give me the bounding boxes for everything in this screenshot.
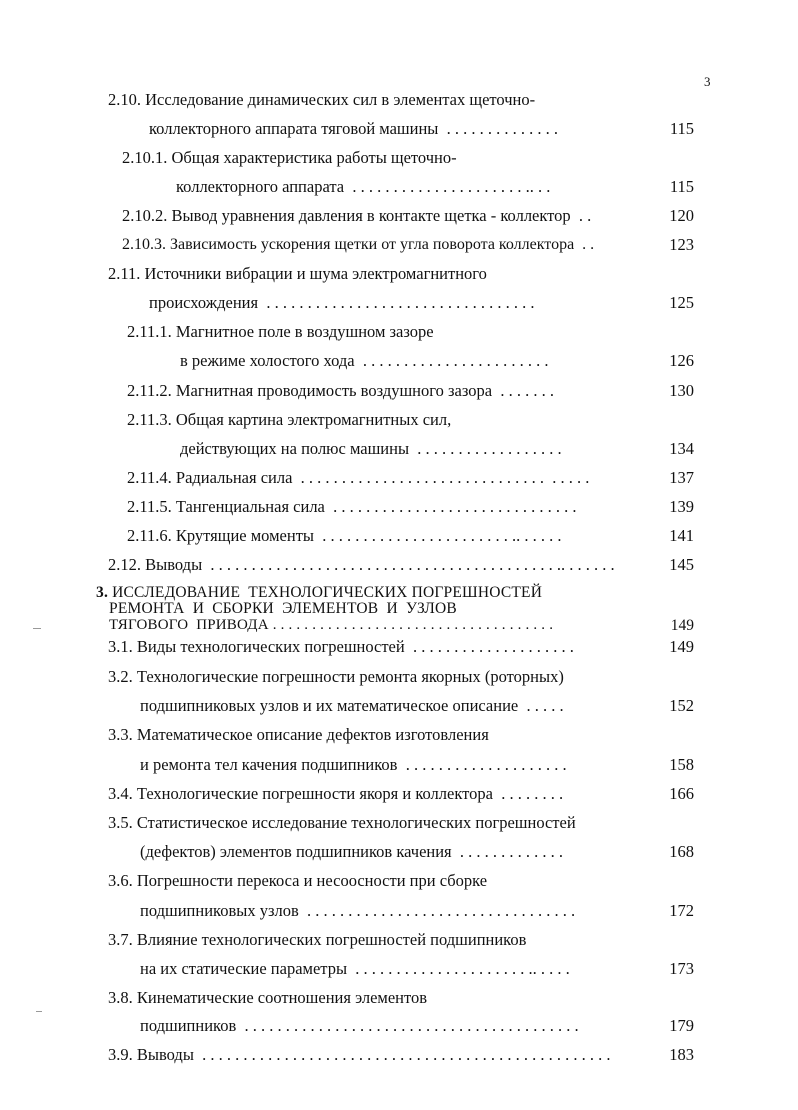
toc-entry-text: 2.11.1. Магнитное поле в воздушном зазоре	[127, 322, 434, 341]
toc-entry-text: 3.3. Математическое описание дефектов изготовления	[108, 725, 489, 744]
toc-page-number: 134	[669, 439, 694, 458]
toc-entry-text: подшипниковых узлов . . . . . . . . . . . . . . . . . . . . . . . . . . . . . . . . .	[140, 901, 576, 920]
toc-page-number: 149	[669, 637, 694, 656]
toc-entry-2-10-line1	[108, 89, 535, 111]
toc-entry-text: коллекторного аппарата . . . . . . . . . . . . . . . . . . . . . .. . .	[176, 177, 551, 196]
scan-speck	[36, 1011, 42, 1012]
toc-entry-2-10-2	[122, 205, 591, 227]
toc-page-number: 125	[669, 293, 694, 312]
toc-page-number: 173	[669, 959, 694, 978]
toc-entry-text: коллекторного аппарата тяговой машины . . . . . . . . . . . . . .	[149, 119, 559, 138]
chapter-title-text: ИССЛЕДОВАНИЕ ТЕХНОЛОГИЧЕСКИХ ПОГРЕШНОСТЕЙ	[108, 584, 543, 601]
toc-entry-3-7-line2	[140, 958, 570, 980]
toc-entry-2-11-4	[127, 467, 589, 489]
chapter-number: 3.	[96, 584, 109, 601]
toc-page-number: 166	[669, 784, 694, 803]
toc-entry-text: 3.9. Выводы . . . . . . . . . . . . . . . . . . . . . . . . . . . . . . . . . . . . . . . . . . . . . . . . . .	[108, 1045, 611, 1064]
toc-page-number: 149	[670, 617, 694, 634]
toc-page-number: 120	[669, 206, 694, 225]
toc-entry-text: 2.11.4. Радиальная сила . . . . . . . . . . . . . . . . . . . . . . . . . . . . . . . . . . .	[127, 468, 590, 487]
toc-entry-text: 2.10.3. Зависимость ускорения щетки от угла поворота коллектора . .	[122, 236, 595, 253]
toc-page-number: 139	[669, 497, 694, 516]
toc-entry-2-10-3	[122, 234, 594, 256]
page-number: 3	[704, 74, 711, 89]
toc-entry-3-9	[108, 1044, 611, 1066]
toc-entry-2-11-line2	[149, 292, 534, 314]
toc-entry-3-1	[108, 636, 574, 658]
toc-entry-text: 2.11. Источники вибрации и шума электромагнитного	[108, 264, 487, 283]
toc-page-number: 141	[669, 526, 694, 545]
toc-page-number: 137	[669, 468, 694, 487]
toc-entry-text: 2.11.2. Магнитная проводимость воздушного зазора . . . . . . .	[127, 381, 554, 400]
toc-entry-text: 2.10.2. Вывод уравнения давления в контакте щетка - коллектор . .	[122, 206, 592, 225]
toc-entry-2-11-line1	[108, 263, 487, 285]
toc-entry-2-11-5	[127, 496, 577, 518]
toc-entry-3-7-line1	[108, 929, 526, 951]
toc-page-number: 130	[669, 381, 694, 400]
toc-page-number: 145	[669, 555, 694, 574]
toc-entry-text: и ремонта тел качения подшипников . . . . . . . . . . . . . . . . . . . .	[140, 755, 567, 774]
toc-entry-3-8-line1	[108, 987, 427, 1009]
toc-entry-text: подшипников . . . . . . . . . . . . . . . . . . . . . . . . . . . . . . . . . . . . . . . . .	[140, 1016, 579, 1035]
toc-entry-text: 3.2. Технологические погрешности ремонта якорных (роторных)	[108, 667, 564, 686]
toc-entry-text: 2.11.5. Тангенциальная сила . . . . . . . . . . . . . . . . . . . . . . . . . . . . . .	[127, 497, 577, 516]
toc-entry-text: действующих на полюс машины . . . . . . . . . . . . . . . . . .	[180, 439, 562, 458]
toc-entry-text: подшипниковых узлов и их математическое описание . . . . .	[140, 696, 564, 715]
toc-entry-2-11-6	[127, 525, 562, 547]
toc-page-number: 183	[669, 1045, 694, 1064]
toc-page-number: 126	[669, 351, 694, 370]
toc-entry-3-3-line1	[108, 724, 489, 746]
toc-entry-2-11-1-line2	[180, 350, 548, 372]
toc-entry-2-10-line2	[149, 118, 558, 140]
toc-entry-2-10-1-line2	[176, 176, 550, 198]
toc-entry-3-5-line1	[108, 812, 576, 834]
toc-entry-text: 3.8. Кинематические соотношения элементов	[108, 988, 428, 1007]
toc-entry-2-11-3-line2	[180, 438, 562, 460]
toc-entry-2-12	[108, 554, 615, 576]
toc-page-number: 179	[669, 1016, 694, 1035]
toc-entry-text: 3.7. Влияние технологических погрешностей подшипников	[108, 930, 527, 949]
chapter-title-line1	[96, 585, 542, 601]
toc-entry-3-8-line2	[140, 1015, 579, 1037]
toc-entry-3-4	[108, 783, 563, 805]
toc-entry-text: 3.5. Статистическое исследование технологических погрешностей	[108, 813, 576, 832]
scan-speck	[33, 628, 41, 629]
toc-page-number: 115	[669, 119, 694, 138]
toc-entry-3-6-line1	[108, 870, 487, 892]
toc-entry-3-2-line1	[108, 666, 564, 688]
toc-page-number: 172	[669, 901, 694, 920]
toc-entry-text: 2.12. Выводы . . . . . . . . . . . . . . . . . . . . . . . . . . . . . . . . . . . . . . . . . . .. . . . . . .	[108, 555, 615, 574]
toc-entry-text: на их статические параметры . . . . . . . . . . . . . . . . . . . . . .. . . . .	[140, 959, 570, 978]
toc-entry-text: 2.10. Исследование динамических сил в элементах щеточно-	[108, 90, 536, 109]
toc-entry-3-6-line2	[140, 900, 575, 922]
toc-entry-text: в режиме холостого хода . . . . . . . . . . . . . . . . . . . . . . .	[180, 351, 549, 370]
chapter-title-line3: ТЯГОВОГО ПРИВОДА . . . . . . . . . . . . . . . . . . . . . . . . . . . . . . . . . . . .	[109, 617, 554, 633]
toc-entry-text: 2.11.3. Общая картина электромагнитных сил,	[127, 410, 452, 429]
toc-entry-text: 3.1. Виды технологических погрешностей . . . . . . . . . . . . . . . . . . . .	[108, 637, 574, 656]
toc-page-number: 152	[669, 696, 694, 715]
toc-entry-text: (дефектов) элементов подшипников качения . . . . . . . . . . . . .	[140, 842, 564, 861]
toc-entry-2-11-2	[127, 380, 554, 402]
toc-entry-3-2-line2	[140, 695, 564, 717]
toc-entry-text: 3.4. Технологические погрешности якоря и коллектора . . . . . . . .	[108, 784, 564, 803]
toc-page-number: 123	[669, 235, 694, 254]
toc-entry-text: 3.6. Погрешности перекоса и несоосности при сборке	[108, 871, 488, 890]
toc-entry-2-11-1-line1	[127, 321, 434, 343]
toc-entry-text: 2.11.6. Крутящие моменты . . . . . . . . . . . . . . . . . . . . . . . .. . . . . .	[127, 526, 562, 545]
toc-entry-text: 2.10.1. Общая характеристика работы щеточно-	[122, 148, 457, 167]
toc-page-number: 168	[669, 842, 694, 861]
toc-entry-2-11-3-line1	[127, 409, 451, 431]
toc-entry-text: происхождения . . . . . . . . . . . . . . . . . . . . . . . . . . . . . . . . .	[149, 293, 535, 312]
toc-page-number: 158	[669, 755, 694, 774]
toc-entry-2-10-1-line1	[122, 147, 457, 169]
toc-entry-3-3-line2	[140, 754, 567, 776]
toc-entry-3-5-line2	[140, 841, 563, 863]
toc-page-number: 115	[669, 177, 694, 196]
chapter-title-line2: РЕМОНТА И СБОРКИ ЭЛЕМЕНТОВ И УЗЛОВ	[109, 600, 457, 617]
